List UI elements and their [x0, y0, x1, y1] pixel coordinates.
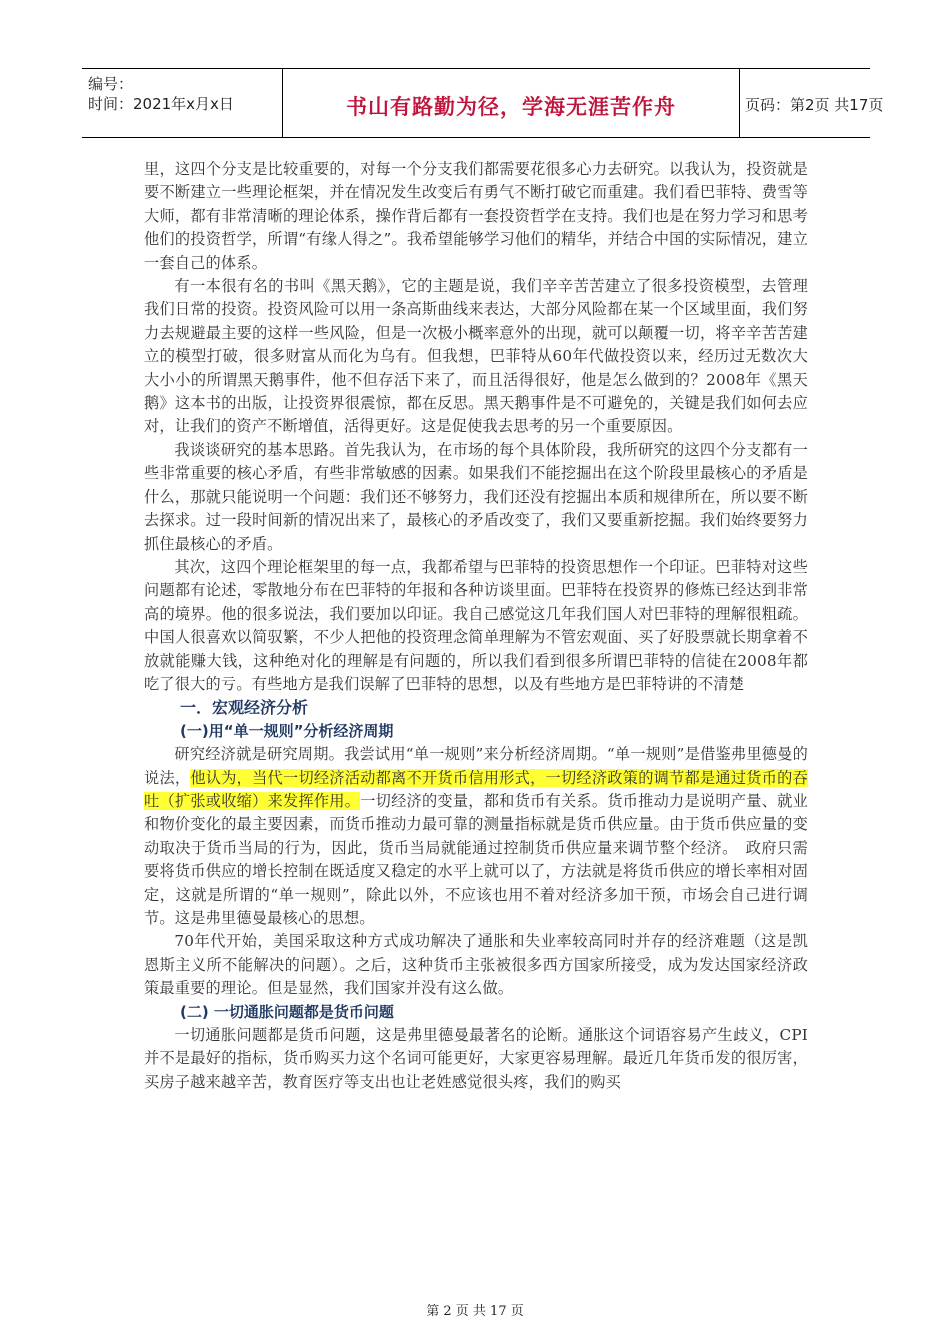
- paragraph-6: 70年代开始，美国采取这种方式成功解决了通胀和失业率较高同时并存的经济难题（这是凯恩斯主义所不能解决的问题）。之后，这种货币主张被很多西方国家所接受，成为发达国家经济政策最重要的理论。但是显然，我们国家并没有这么做。: [144, 932, 808, 998]
- paragraph-5: [144, 743, 808, 930]
- document-header: [82, 68, 884, 138]
- highlighted-text: 他认为，当代一切经济活动都离不开货币信用形式，一切经济政策的调节都是通过货币的吞吐（扩张或收缩）来发挥作用。: [144, 768, 809, 810]
- paragraph-1: 里，这四个分支是比较重要的，对每一个分支我们都需要花很多心力去研究。以我认为，投资就是要不断建立一些理论框架，并在情况发生改变后有勇气不断打破它而重建。我们看巴菲特、费雪等大师，都有非常清晰的理论体系，操作背后都有一套投资哲学在支持。我们也是在努力学习和思考他们的投资哲学，所谓“有缘人得之”。我希望能够学习他们的精华，并结合中国的实际情况，建立一套自己的体系。: [144, 160, 808, 272]
- header-page-cell: [739, 69, 884, 137]
- page-footer: 第 2 页 共 17 页: [426, 1304, 524, 1319]
- section-heading: 一．宏观经济分析: [180, 698, 309, 718]
- header-motto-cell: [282, 69, 740, 137]
- paragraph-5-end: 一切经济的变量，都和货币有关系。货币推动力是说明产量、就业和物价变化的最主要因素，而货币推动力最可靠的测量指标就是货币供应量。由于货币供应量的变动取决于货币当局的行为，因此，货币当局就能通过控制货币供应量来调节整个经济。 政府只需要将货币供应的增长控制在既适度又稳定的水平上就可以了，方法就是将货币供应的增长率相对固定，这就是所谓的“单一规则”，除此以外，不应该也用不着对经济多加干预，市场会自己进行调节。这是弗里德曼最核心的思想。: [144, 791, 808, 927]
- paragraph-4: 其次，这四个理论框架里的每一点，我都希望与巴菲特的投资思想作一个印证。巴菲特对这些问题都有论述，零散地分布在巴菲特的年报和各种访谈里面。巴菲特在投资界的修炼已经达到非常高的境界。他的很多说法，我们要加以印证。我自己感觉这几年我们国人对巴菲特的理解很粗疏。中国人很喜欢以简驭繁，不少人把他的投资理念简单理解为不管宏观面、买了好股票就长期拿着不放就能赚大钱，这种绝对化的理解是有问题的，所以我们看到很多所谓巴菲特的信徒在2008年都吃了很大的亏。有些地方是我们误解了巴菲特的思想，以及有些地方是巴菲特讲的不清楚: [144, 557, 808, 693]
- document-body: [144, 158, 808, 1094]
- page-info: 页码：第2页 共17页: [745, 96, 884, 114]
- paragraph-3: 我谈谈研究的基本思路。首先我认为，在市场的每个具体阶段，我所研究的这四个分支都有一些非常重要的核心矛盾，有些非常敏感的因素。如果我们不能挖掘出在这个阶段里最核心的矛盾是什么，那就只能说明一个问题：我们还不够努力，我们还没有挖掘出本质和规律所在，所以要不断去探求。过一段时间新的情况出来了，最核心的矛盾改变了，我们又要重新挖掘。我们始终要努力抓住最核心的矛盾。: [144, 440, 808, 553]
- header-meta-cell: [82, 69, 282, 137]
- subsection-heading-1: (一)用“单一规则”分析经济周期: [180, 721, 394, 740]
- paragraph-2: 有一本很有名的书叫《黑天鹅》，它的主题是说，我们辛辛苦苦建立了很多投资模型，去管理我们日常的投资。投资风险可以用一条高斯曲线来表达，大部分风险都在某一个区域里面，我们努力去规避最主要的这样一些风险，但是一次极小概率意外的出现，就可以颠覆一切，将辛辛苦苦建立的模型打破，很多财富从而化为乌有。但我想，巴菲特从60年代做投资以来，经历过无数次大大小小的所谓黑天鹅事件，他不但存活下来了，而且活得很好，他是怎么做到的？2008年《黑天鹅》这本书的出版，让投资界很震惊，都在反思。黑天鹅事件是不可避免的，关键是我们如何去应对，让我们的资产不断增值，活得更好。这是促使我去思考的另一个重要原因。: [144, 277, 808, 436]
- date-label: 时间：2021年x月x日: [88, 95, 234, 113]
- code-label: 编号：: [88, 75, 134, 93]
- subsection-heading-2: (二) 一切通胀问题都是货币问题: [180, 1002, 394, 1021]
- motto-text: 书山有路勤为径，学海无涯苦作舟: [346, 95, 676, 119]
- paragraph-7: 一切通胀问题都是货币问题，这是弗里德曼最著名的论断。通胀这个词语容易产生歧义，CPI并不是最好的指标，货币购买力这个名词可能更好，大家更容易理解。最近几年货币发的很厉害，买房子越来越辛苦，教育医疗等支出也让老姓感觉很头疼，我们的购买: [144, 1026, 808, 1091]
- paragraph-5-start: 研究经济就是研究周期。我尝试用“单一规则”来分析经济周期。“单一规则”是借鉴弗里德曼的说法，: [144, 745, 808, 787]
